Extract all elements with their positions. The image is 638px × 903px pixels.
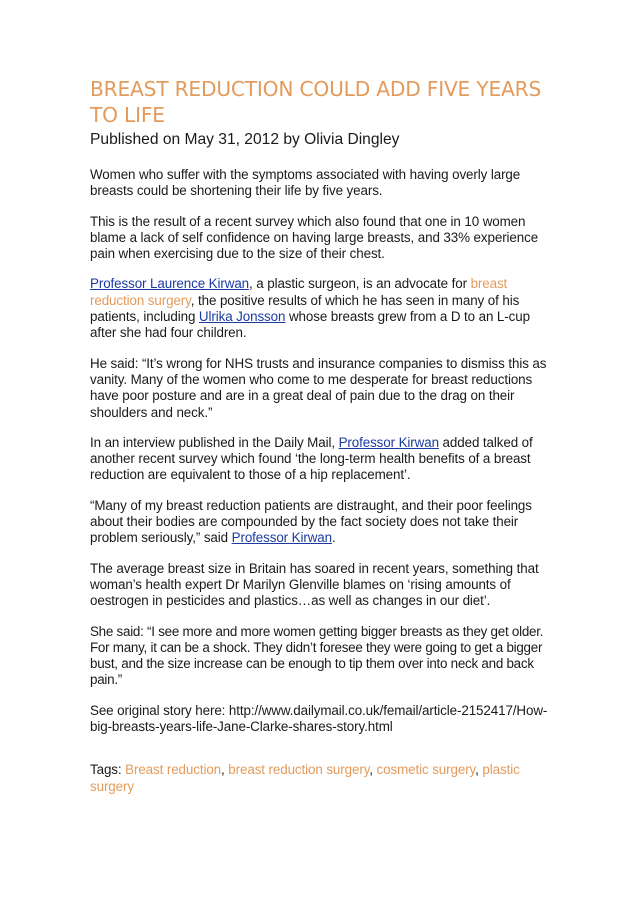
tag-separator: ,	[475, 762, 483, 778]
paragraph-6-text-1: “Many of my breast reduction patients are distraught, and their poor feelings about their bodies are compounded by the fact society does not take their problem seriously,” said	[90, 497, 532, 546]
paragraph-3-text-2: , the positive results of which he has seen in many of his patients, including	[90, 292, 520, 325]
link-professor-kirwan-1[interactable]: Professor Kirwan	[338, 434, 439, 450]
paragraph-5-text-2: added talked of another recent survey which found ‘the long-term health benefits of a breast reduction are equivalent to those of a hip replacement’.	[90, 434, 533, 483]
paragraph-3	[90, 276, 548, 341]
tag-separator: ,	[369, 762, 377, 778]
tag-separator: ,	[221, 762, 229, 778]
paragraph-2: This is the result of a recent survey which also found that one in 10 women blame a lack of self confidence on having large breasts, and 33% experience pain when exercising due to the size of their chest.	[90, 213, 539, 262]
paragraph-9: See original story here: http://www.dailymail.co.uk/femail/article-2152417/How-big-breasts-years-life-Jane-Clarke-shares-story.html	[90, 702, 548, 735]
link-ulrika-jonsson[interactable]: Ulrika Jonsson	[198, 309, 286, 325]
link-breast-reduction-surgery[interactable]: breast reduction surgery	[90, 276, 508, 308]
tag-breast-reduction[interactable]: Breast reduction	[125, 762, 222, 778]
link-laurence-kirwan[interactable]: Professor Laurence Kirwan	[90, 276, 250, 292]
tag-cosmetic-surgery[interactable]: cosmetic surgery	[376, 762, 476, 778]
tag-breast-reduction-surgery[interactable]: breast reduction surgery	[228, 762, 370, 778]
link-professor-kirwan-2[interactable]: Professor Kirwan	[231, 530, 332, 546]
paragraph-5-text-1: In an interview published in the Daily Mail,	[90, 434, 339, 450]
article-title	[90, 76, 548, 128]
paragraph-5	[90, 435, 548, 484]
tags-label: Tags:	[90, 762, 126, 778]
paragraph-3-text-1: , a plastic surgeon, is an advocate for	[249, 276, 471, 292]
title-line-1: BREAST REDUCTION COULD ADD FIVE YEARS	[90, 77, 542, 101]
tags-line	[90, 762, 548, 795]
paragraph-6	[90, 498, 548, 547]
byline: Published on May 31, 2012 by Olivia Dingley	[90, 131, 400, 148]
paragraph-8: She said: “I see more and more women getting bigger breasts as they get older. For many, it can be a shock. They didn’t foresee they were going to get a bigger bust, and the size increase can be enough to tip them over into neck and back pain.”	[90, 623, 544, 688]
title-line-2: TO LIFE	[90, 103, 165, 127]
paragraph-7: The average breast size in Britain has soared in recent years, something that woman’s health expert Dr Marilyn Glenville blames on ‘rising amounts of oestrogen in pesticides and plastics…as well as changes in our diet’.	[90, 560, 539, 609]
tag-plastic-surgery[interactable]: plastic surgery	[90, 762, 520, 794]
paragraph-3-text-3: whose breasts grew from a D to an L-cup after she had four children.	[90, 309, 530, 341]
paragraph-4: He said: “It’s wrong for NHS trusts and insurance companies to dismiss this as vanity. Many of the women who come to me desperate for breast reductions have poor posture and are in a great deal of pain due to the drag on their shoulders and neck.”	[90, 355, 547, 420]
paragraph-1: Women who suffer with the symptoms associated with having overly large breasts could be shortening their life by five years.	[90, 167, 521, 199]
paragraph-6-text-2: .	[332, 530, 336, 546]
